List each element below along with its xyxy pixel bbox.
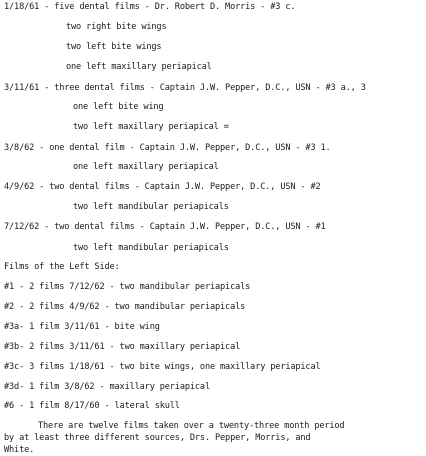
summary-line-3: White. — [4, 445, 35, 455]
entry-2-line: 3/11/61 - three dental films - Captain J.W. Pepper, D.C., USN - #3 a., 3 — [4, 83, 366, 93]
entry-5-line: 7/12/62 - two dental films - Captain J.W. Pepper, D.C., USN - #1 — [4, 222, 326, 232]
left-film-1: #1 - 2 films 7/12/62 - two mandibular periapicals — [4, 282, 251, 292]
entry-1-line: 1/18/61 - five dental films - Dr. Robert D. Morris - #3 c. — [4, 2, 296, 12]
entry-2-detail-2: two left maxillary periapical = — [73, 122, 229, 132]
left-film-3d: #3d- 1 film 3/8/62 - maxillary periapical — [4, 382, 210, 392]
entry-2-detail-1: one left bite wing — [73, 102, 164, 112]
left-film-6: #6 - 1 film 8/17/60 - lateral skull — [4, 401, 180, 411]
summary-line-2: by at least three different sources, Drs. Pepper, Morris, and — [4, 433, 311, 443]
entry-4-detail-1: two left mandibular periapicals — [73, 202, 229, 212]
entry-5-detail-1: two left mandibular periapicals — [73, 243, 229, 253]
left-film-3b: #3b- 2 films 3/11/61 - two maxillary periapical — [4, 342, 241, 352]
section-heading: Films of the Left Side: — [4, 262, 120, 272]
entry-3-line: 3/8/62 - one dental film - Captain J.W. Pepper, D.C., USN - #3 1. — [4, 143, 331, 153]
entry-1-detail-1: two right bite wings — [66, 22, 167, 32]
summary-line-1: There are twelve films taken over a twenty-three month period — [38, 421, 345, 431]
entry-1-detail-2: two left bite wings — [66, 42, 162, 52]
entry-3-detail-1: one left maxillary periapical — [73, 162, 219, 172]
entry-4-line: 4/9/62 - two dental films - Captain J.W. Pepper, D.C., USN - #2 — [4, 182, 321, 192]
left-film-3c: #3c- 3 films 1/18/61 - two bite wings, one maxillary periapical — [4, 362, 321, 372]
entry-1-detail-3: one left maxillary periapical — [66, 62, 212, 72]
left-film-3a: #3a- 1 film 3/11/61 - bite wing — [4, 322, 160, 332]
left-film-2: #2 - 2 films 4/9/62 - two mandibular periapicals — [4, 302, 246, 312]
